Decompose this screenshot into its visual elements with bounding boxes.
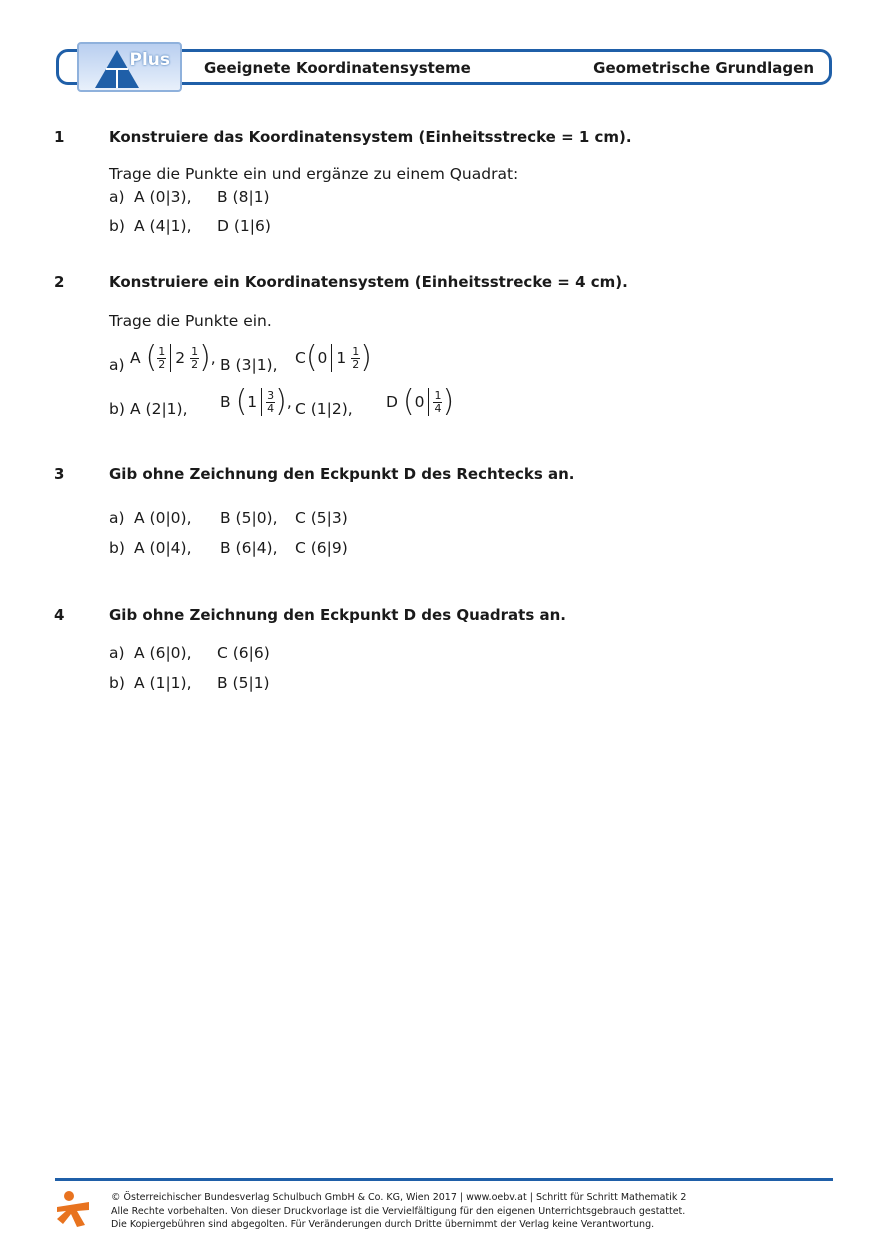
mixed-whole: 2	[175, 349, 186, 367]
task-3-b-point1: A (0|4),	[134, 539, 192, 557]
task-2-b-point-C: C (1|2),	[295, 400, 353, 418]
task-2-a-label: a)	[109, 356, 125, 374]
task-1-number: 1	[54, 128, 65, 146]
task-3-a-point1: A (0|0),	[134, 509, 192, 527]
frac-den: 4	[267, 401, 275, 415]
publisher-logo-icon	[55, 1190, 91, 1228]
footer-copyright	[111, 1191, 686, 1232]
task-1-intro: Trage die Punkte ein und ergänze zu einem Quadrat:	[109, 165, 519, 183]
coord-x: 0	[414, 393, 425, 411]
coord-x: 1	[247, 393, 258, 411]
task-1-b-point1: A (4|1),	[134, 217, 192, 235]
frac-den: 2	[158, 357, 166, 371]
task-1-b-point2: D (1|6)	[217, 217, 271, 235]
task-3-heading: Gib ohne Zeichnung den Eckpunkt D des Rechtecks an.	[109, 465, 575, 483]
task-4-number: 4	[54, 606, 65, 624]
footer-line-1: © Österreichischer Bundesverlag Schulbuch GmbH & Co. KG, Wien 2017 | www.oebv.at | Schritt für Schritt Mathematik 2	[111, 1192, 687, 1203]
task-1-a-point2: B (8|1)	[217, 188, 270, 206]
comma: ,	[286, 393, 292, 411]
task-2-heading: Konstruiere ein Koordinatensystem (Einheitsstrecke = 4 cm).	[109, 273, 628, 291]
plus-logo	[77, 42, 182, 92]
task-2-b-point-A: A (2|1),	[130, 400, 188, 418]
task-2-b-label: b)	[109, 400, 125, 418]
task-4-b-label: b)	[109, 674, 125, 692]
frac-num: 1	[191, 344, 199, 358]
footer-divider	[55, 1178, 833, 1181]
page-topic: Geometrische Grundlagen	[593, 59, 814, 77]
task-3-b-point2: B (6|4),	[220, 539, 278, 557]
frac-den: 2	[191, 357, 199, 371]
frac-den: 2	[352, 357, 360, 371]
task-2-b-point-B: B (1 $\frac{3}{4}$ ),	[220, 384, 292, 419]
logo-text: Plus	[129, 50, 170, 70]
point-letter: B	[220, 393, 231, 411]
task-1-b-label: b)	[109, 217, 125, 235]
coord-x: 0	[317, 349, 328, 367]
point-letter: C	[295, 349, 306, 367]
page-title: Geeignete Koordinatensysteme	[204, 59, 471, 77]
task-3-b-label: b)	[109, 539, 125, 557]
task-4-a-point1: A (6|0),	[134, 644, 192, 662]
task-2-a-point-C: C(0 1 $\frac{1}{2}$ )	[295, 340, 372, 375]
task-3-number: 3	[54, 465, 65, 483]
mixed-whole: 1	[336, 349, 347, 367]
task-3-a-label: a)	[109, 509, 125, 527]
frac-den: 4	[434, 401, 442, 415]
frac-num: 1	[434, 388, 442, 402]
task-1-a-point1: A (0|3),	[134, 188, 192, 206]
task-2-a-point-A: A ( $\frac{1}{2}$ 2 $\frac{1}{2}$ ),	[130, 340, 216, 375]
footer-line-3: Die Kopiergebühren sind abgegolten. Für Veränderungen durch Dritte übernimmt der Verlag keine Verantwortung.	[111, 1219, 655, 1230]
task-3-b-point3: C (6|9)	[295, 539, 348, 557]
frac-num: 1	[158, 344, 166, 358]
task-4-b-point2: B (5|1)	[217, 674, 270, 692]
task-2-b-point-D: D (0 $\frac{1}{4}$ )	[386, 384, 455, 419]
task-4-a-label: a)	[109, 644, 125, 662]
frac-num: 3	[267, 388, 275, 402]
comma: ,	[210, 349, 216, 367]
task-4-heading: Gib ohne Zeichnung den Eckpunkt D des Quadrats an.	[109, 606, 566, 624]
frac-num: 1	[352, 344, 360, 358]
task-2-a-point-B: B (3|1),	[220, 356, 278, 374]
task-2-number: 2	[54, 273, 65, 291]
point-letter: D	[386, 393, 398, 411]
footer-line-2: Alle Rechte vorbehalten. Von dieser Druckvorlage ist die Vervielfältigung für den eigenen Unterrichtsgebrauch gestattet.	[111, 1205, 686, 1217]
task-1-a-label: a)	[109, 188, 125, 206]
task-2-intro: Trage die Punkte ein.	[109, 312, 272, 330]
task-3-a-point3: C (5|3)	[295, 509, 348, 527]
task-3-a-point2: B (5|0),	[220, 509, 278, 527]
task-1-heading: Konstruiere das Koordinatensystem (Einheitsstrecke = 1 cm).	[109, 128, 632, 146]
task-4-a-point2: C (6|6)	[217, 644, 270, 662]
task-4-b-point1: A (1|1),	[134, 674, 192, 692]
point-letter: A	[130, 349, 141, 367]
